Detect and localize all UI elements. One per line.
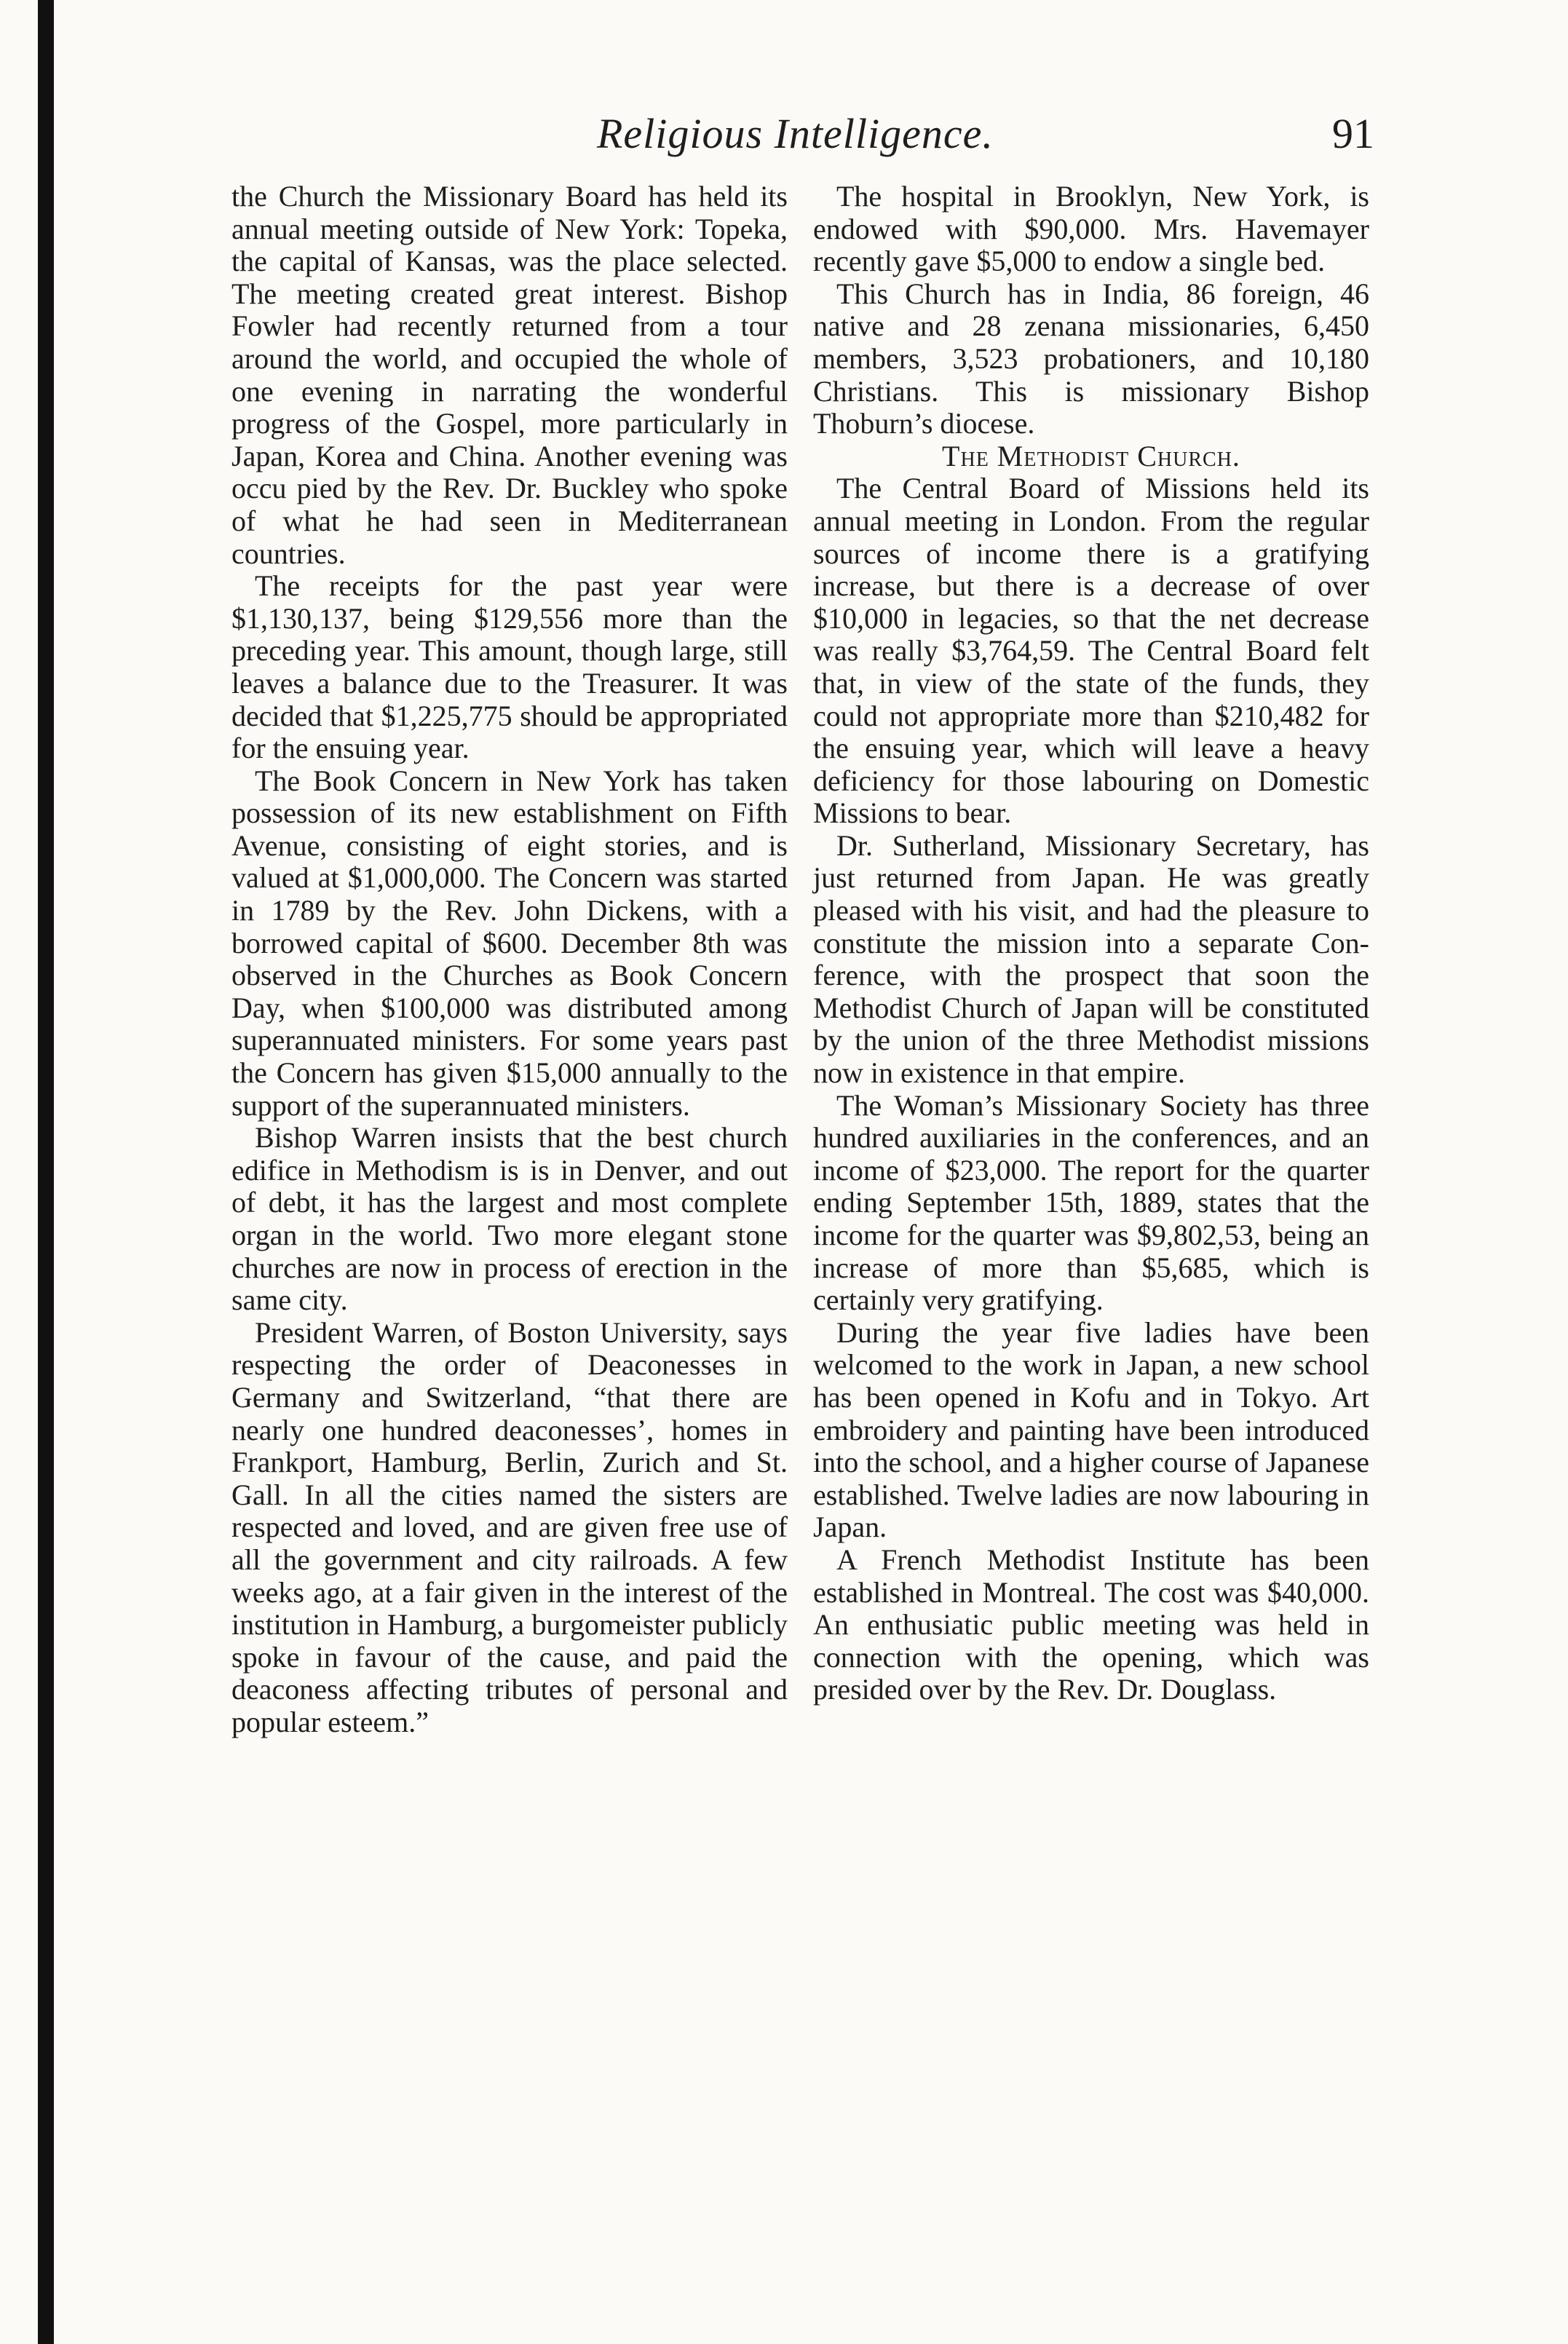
running-header-title: Religious Intelligence. [597,110,994,157]
paragraph: The receipts for the past year were $1,130,137, being $129,556 more than the preceding year. This amount, though large, still leaves a balance due to the Treasurer. It was decided that $1,225,775 should be appropriated for the ensuing year. [231,569,788,765]
paragraph: President Warren, of Boston University, says respecting the order of Deaconesses in Germany and Switzerland, “that there are nearly one hundred deaconesses’, homes in Frankport, Hamburg, Berlin, Zurich and St. Gall. In all the cities named the sisters are respected and loved, and are given free use of all the government and city railroads. A few weeks ago, at a fair given in the interest of the institution in Hamburg, a burgomeister publicly spoke in favour of the cause, and paid the deaconess affecting tributes of personal and popular esteem.” [231,1315,788,1738]
paragraph: The Central Board of Missions held its annual meeting in London. From the regular sources of income there is a gratifying increase, but there is a decrease of over $10,000 in legacies, so that the net decrease was really $3,764,59. The Central Board felt that, in view of the state of the funds, they could not appropriate more than $210,482 for the ensuing year, which will leave a heavy deficiency for those labouring on Domestic Missions to bear. [813,472,1369,830]
page-number: 91 [1332,110,1374,157]
paragraph: This Church has in India, 86 foreign, 46 native and 28 zenana missionaries, 6,450 members, 3,523 probationers, and 10,180 Christians. This is missionary Bishop Thoburn’s diocese. [813,277,1369,440]
paragraph: the Church the Missionary Board has held its annual meeting outside of New York: Topeka, the capital of Kansas, was the place selected. The meeting created great interest. Bishop Fowler had recently returned from a tour around the world, and occupied the whole of one evening in narrating the wonderful progress of the Gospel, more particularly in Japan, Korea and China. Another evening was occu pied by the Rev. Dr. Buckley who spoke of what he had seen in Mediterranean countries. [231,180,788,570]
paragraph: A French Methodist Institute has been established in Montreal. The cost was $40,000. An enthusiatic public meeting was held in connection with the opening, which was presided over by the Rev. Dr. Douglass. [813,1543,1369,1706]
section-heading: The Methodist Church. [942,439,1240,472]
paragraph: Bishop Warren insists that the best church edifice in Methodism is is in Denver, and out of debt, it has the largest and most complete organ in the world. Two more elegant stone churches are now in process of erection in the same city. [231,1121,788,1317]
right-column [813,181,1369,1706]
binding-edge [38,0,54,2344]
paragraph: During the year five ladies have been welcomed to the work in Japan, a new school has been opened in Kofu and in Tokyo. Art embroidery and painting have been introduced into the school, and a higher course of Japanese established. Twelve ladies are now labouring in Japan. [813,1315,1369,1544]
paragraph: The Woman’s Missionary Society has three hundred auxiliaries in the conferences, and an income of $23,000. The report for the quarter ending September 15th, 1889, states that the income for the quarter was $9,802,53, being an increase of more than $5,685, which is certainly very gratifying. [813,1088,1369,1317]
left-column [231,181,788,1739]
paragraph: The Book Concern in New York has taken possession of its new establishment on Fifth Avenue, consisting of eight stories, and is valued at $1,000,000. The Concern was started in 1789 by the Rev. John Dickens, with a borrowed capital of $600. December 8th was observed in the Churches as Book Concern Day, when $100,000 was distributed among superannuated ministers. For some years past the Concern has given $15,000 annually to the support of the superannuated ministers. [231,764,788,1122]
paragraph: The hospital in Brooklyn, New York, is endowed with $90,000. Mrs. Havemayer recently gave $5,000 to endow a single bed. [813,180,1369,278]
paragraph: Dr. Sutherland, Missionary Secretary, has just returned from Japan. He was greatly pleased with his visit, and had the pleasure to constitute the mission into a separate Conference, with the prospect that soon the Methodist Church of Japan will be constituted by the union of the three Methodist missions now in existence in that empire. [813,828,1369,1090]
